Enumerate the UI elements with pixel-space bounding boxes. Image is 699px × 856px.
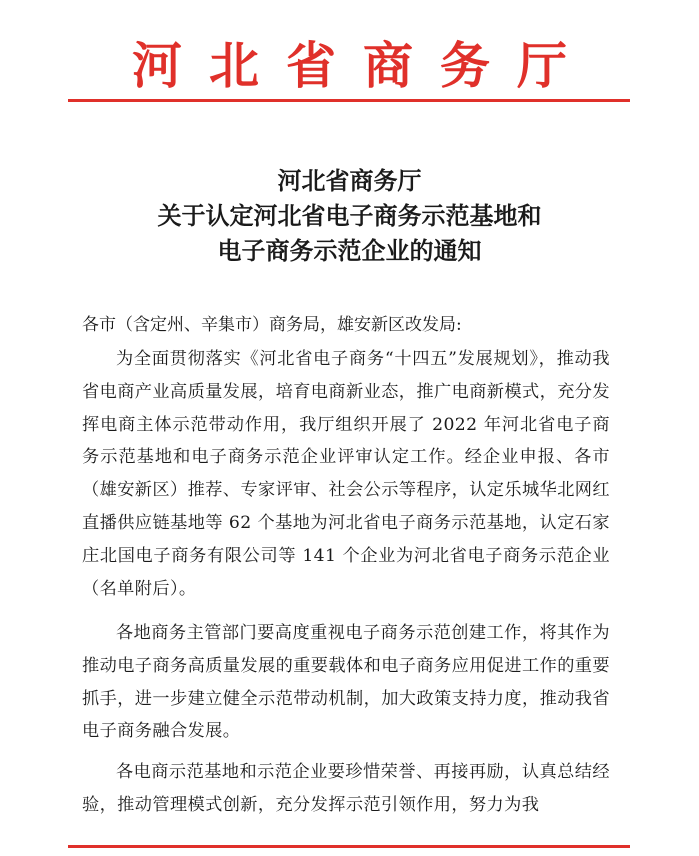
body-paragraph: 各电商示范基地和示范企业要珍惜荣誉、再接再励，认真总结经验，推动管理模式创新，充分发挥示范引领作用，努力为我 (82, 762, 610, 815)
body-paragraph: 为全面贯彻落实《河北省电子商务“十四五”发展规划》，推动我省电商产业高质量发展，培育电商新业态，推广电商新模式，充分发挥电商主体示范带动作用，我厅组织开展了 2022 年河北省电子商务示范基地和电子商务示范企业评审认定工作。经企业申报、各市（雄安新区）推荐、专家评审、社会公示等程序，认定乐城华北网红直播供应链基地等 62 个基地为河北省电子商务示范基地，认定石家庄北国电子商务有限公司等 141 个企业为河北省电子商务示范企业（名单附后）。 (82, 349, 610, 599)
document-title-line-3: 电子商务示范企业的通知 (217, 236, 482, 265)
document-title-line-1: 河北省商务厅 (277, 166, 422, 195)
document-title-line-2: 关于认定河北省电子商务示范基地和 (157, 201, 542, 230)
salutation: 各市（含定州、辛集市）商务局，雄安新区改发局: (82, 315, 462, 335)
agency-masthead: 河北省商务厅 (132, 36, 594, 95)
footer-divider (68, 845, 630, 848)
masthead-divider (68, 99, 630, 102)
body-paragraph: 各地商务主管部门要高度重视电子商务示范创建工作，将其作为推动电子商务高质量发展的重要载体和电子商务应用促进工作的重要抓手，进一步建立健全示范带动机制，加大政策支持力度，推动我省电子商务融合发展。 (82, 623, 610, 742)
